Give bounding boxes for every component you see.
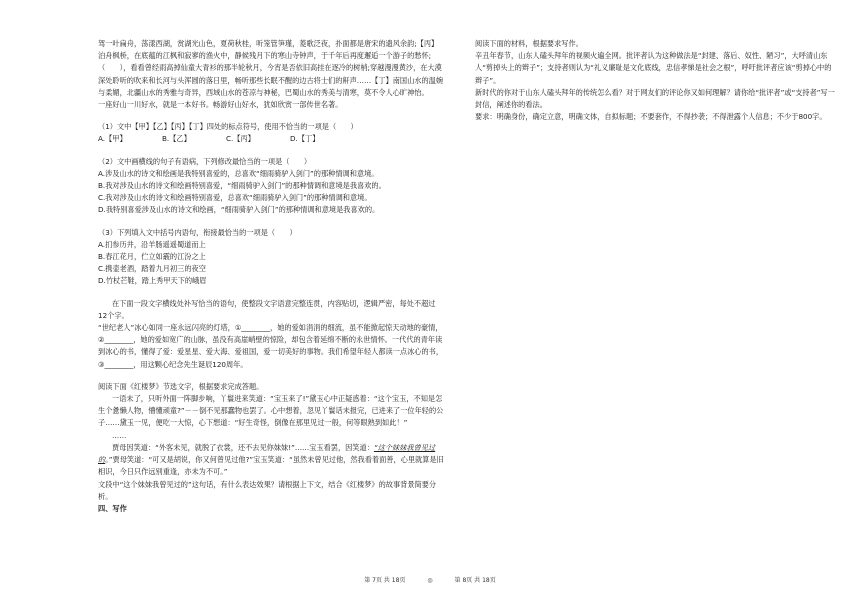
question-4-body: “世纪老人”冰心如同一座永远闪亮的灯塔，①________，她的爱如涓涓的细流，虽不能掀起惊天动地的豪情，②________，她的爱如宽广的山脉，虽没有高崖峭壁的惊险，却包含着延绵不断的永世情怀。一代代的青年读到冰心的书，懂得了爱：爱星星、爱大海、爱祖国，爱一切美好的事物。我们希望年轻人都读一点冰心的书，③________，用这颗心纪念先生诞辰120周年。 xyxy=(98,323,444,369)
excerpt-text: 。”贾母笑道：“可又是胡说，你又何曾见过他?”宝玉笑道：“虽然未曾见过他，然我看着面善，心里就算是旧相识，今日只作远别重逢，亦未为不可。” xyxy=(98,455,444,477)
underlined-sentence: “这个妹妹我曾见过的 xyxy=(98,442,436,465)
question-5-ask: 文段中“这个妹妹我曾见过的”这句话，有什么表达效果？请根据上下文，结合《红楼梦》的故事背景简要分析。 xyxy=(98,479,437,501)
option-b: B.春江花月，伫立如霰的江汾之上 xyxy=(98,252,206,262)
excerpt-ellipsis: …… xyxy=(112,430,127,440)
option-c: C.我对涉及山水的诗文和绘画特别喜爱，总喜欢“细雨骑驴入剑门”的那种情调和意境。 xyxy=(98,193,372,203)
option-a: A.【甲】 xyxy=(98,134,127,144)
intro-paragraph: （ ），看看曾经雨高掉仙童大青衫的那半轮秋月，今宵是否依旧高挂在逐冷的树梢;穿越漫漫黄沙，在大漠深处聆听的吹来和长河与头浑圆的落日里，畅听那些长眠不醒的边古将士们的鼾声……【丁】南国山水的温婉与柔媚，北疆山水的秀雅与奇异，西域山水的苍凉与神秘，巴蜀山水的秀美与清寒，莫不令人心旷神怡。 xyxy=(98,63,444,97)
right-column xyxy=(475,38,837,123)
intro-paragraph: 一座好山一川好水，就是一本好书。畅游好山好水，犹如欣赏一部传世名著。 xyxy=(98,100,343,110)
right-page-number: 第 8页 共 18页 xyxy=(454,577,496,584)
left-page-number: 第 7页 共 18页 xyxy=(364,577,406,584)
writing-material: 辛丑年春节，山东人磕头拜年的视频火遍全网。批评者认为这种做法是“封建、落后、奴性、陋习”，大呼清山东人“剪掉头上的辫子”；支持者则认为“礼义廉耻是文化底线，忠信孝悌是社会之根”，呼吁批评者应该“剪掉心中的辫子”。 xyxy=(475,51,832,85)
excerpt-paragraph-1: 一语未了，只听外面一阵脚步响，丫鬟进来笑道：“宝玉来了!”黛玉心中正疑惑着：“这个宝玉，不知是怎生个惫懒人物，懵懂顽童?”－－倒不见那蠢物也罢了。心中想着，忽见丫鬟话未报完，已进来了一位年轻的公子……黛玉一见，便吃一大惊，心下想道：“好生奇怪，倒像在那里见过一般，何等眼熟到如此！” xyxy=(98,394,444,428)
excerpt-text: 贾母因笑道：“外客未见，就脱了衣裳，还不去见你妹妹!”……宝玉看罢，因笑道： xyxy=(112,442,374,452)
option-a: A.扪参历井，沿羊肠遥遥蜀道而上 xyxy=(98,239,206,249)
excerpt-paragraph-2 xyxy=(98,442,444,479)
option-d: D.【丁】 xyxy=(290,134,320,144)
question-5-stem: 阅读下面《红楼梦》节选文字，根据要求完成答题。 xyxy=(98,381,264,391)
option-b: B.我对涉及山水的诗文和绘画特别喜爱，“细雨骑驴入剑门”的那种情调和意境是我喜欢的。 xyxy=(98,181,386,191)
left-column xyxy=(98,38,444,515)
intro-paragraph: 驾一叶扁舟，荡漾西湖，赏湖光山色，夏荷秋桂，听笼管笋瑾，菱歌泛夜，扑面都是唐宋的遗风余韵;【丙】泊舟枫桥，在底蕴的江枫和寂寥的渔火中，静候残月下的寒山寺钟声，于千年后再度邂逅一个游子的愁怀; xyxy=(98,39,439,61)
question-4-stem: 在下面一段文字横线处补写恰当的语句，使整段文字语意完整连贯，内容贴切，逻辑严密，每处不超过12个字。 xyxy=(98,298,436,320)
question-3-stem: （3）下列填入文中括号内语句，衔接最恰当的一项是（ ） xyxy=(98,227,297,237)
option-d: D.我特别喜爱涉及山水的诗文和绘画，“细雨骑驴入剑门”的那种情调和意境是我喜欢的。 xyxy=(98,205,380,215)
separator-icon: ◎ xyxy=(427,577,433,584)
writing-requirements: 要求：明确身份，确定立意，明确文体，自拟标题；不要套作，不得抄袭；不得泄露个人信息；不少于800字。 xyxy=(475,112,827,122)
option-a: A.涉及山水的诗文和绘画是我特别喜爱的，总喜欢“细雨骑驴入剑门”的那种情调和意境。 xyxy=(98,168,379,178)
section-heading-writing: 四、写作 xyxy=(98,503,127,513)
question-1-stem: （1）文中【甲】【乙】【丙】【丁】四处的标点符号，使用不恰当的一项是（ ） xyxy=(98,122,358,132)
question-1-options xyxy=(98,133,444,145)
writing-prompt-head: 阅读下面的材料，根据要求写作。 xyxy=(475,39,583,48)
option-b: B.【乙】 xyxy=(162,134,191,144)
option-c: C.【丙】 xyxy=(226,134,255,144)
option-c: C.携壶老酒，踏着九月初三的夜空 xyxy=(98,264,206,274)
page-footer xyxy=(0,575,860,584)
writing-question: 新时代的你对于山东人磕头拜年的传统怎么看？对于网友们的评论你又如何理解？请你给“批评者”或“支持者”写一封信，阐述你的看法。 xyxy=(475,87,835,110)
question-2-stem: （2）文中画横线的句子有语病，下列修改最恰当的一项是（ ） xyxy=(98,156,312,166)
option-d: D.竹杖芒鞋，踏上秀甲天下的峨眉 xyxy=(98,276,207,286)
